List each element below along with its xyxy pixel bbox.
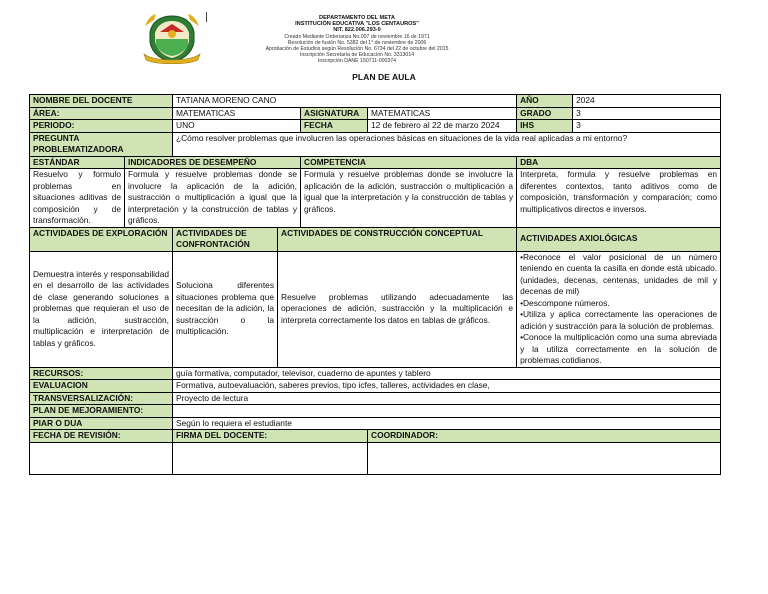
piar-row [30,417,721,430]
asignatura-value: MATEMATICAS [368,107,517,120]
transversal-row [30,392,721,405]
divider-mark [206,12,207,22]
pregunta-row [30,132,721,156]
firmas-row [30,442,721,474]
transversal-value: Proyecto de lectura [173,392,721,405]
grado-value: 3 [573,107,721,120]
construccion-label: ACTIVIDADES DE CONSTRUCCIÓN CONCEPTUAL [278,227,517,251]
periodo-label: PERIODO: [30,120,173,133]
estandar-text: Resuelvo y formulo problemas en situaciones aditivas de composición y de transformación. [30,169,125,228]
institution-line: NIT. 822.006.293-0 [333,27,381,34]
recursos-row [30,367,721,380]
confrontacion-label: ACTIVIDADES DE CONFRONTACIÓN [173,227,278,251]
asignatura-label: ASIGNATURA [301,107,368,120]
competencias-row [30,169,721,228]
docente-row [30,95,721,108]
area-value: MATEMATICAS [173,107,301,120]
evaluacion-row [30,380,721,393]
firma-field[interactable] [173,442,368,474]
fecha-label: FECHA [301,120,368,133]
school-crest-icon [142,12,202,64]
estandar-label: ESTÁNDAR [30,156,125,169]
area-label: ÁREA: [30,107,173,120]
ano-label: AÑO [517,95,573,108]
ihs-value: 3 [573,120,721,133]
mejoramiento-label: PLAN DE MEJORAMIENTO: [30,405,173,418]
evaluacion-value: Formativa, autoevaluación, saberes previos, tipo icfes, talleres, actividades en clase, [173,380,721,393]
mejoramiento-row [30,405,721,418]
page-title: PLAN DE AULA [352,72,416,82]
periodo-value: UNO [173,120,301,133]
institution-line: Creado Mediante Ordenanza No.007 de noviembre 16 de 1971 [284,33,430,40]
recursos-value: guía formativa, computador, televisor, cuaderno de apuntes y tablero [173,367,721,380]
confrontacion-text: Soluciona diferentes situaciones problema que necesitan de la adición, la sustracción o la multiplicación. [173,251,278,367]
axiologicas-cell [517,251,721,367]
evaluacion-label: EVALUACION [30,380,173,393]
institution-line: Inscripción Secretaría de Educación No. 3313014 [299,52,415,59]
plan-table [29,94,721,475]
institution-line: INSTITUCIÓN EDUCATIVA "LOS CENTAUROS" [295,21,419,28]
ano-value: 2024 [573,95,721,108]
grado-label: GRADO [517,107,573,120]
document-header [0,0,768,96]
firma-label: FIRMA DEL DOCENTE: [173,430,368,443]
axiologica-item: •Descompone números. [520,297,610,308]
actividades-header-row [30,227,721,251]
mejoramiento-value [173,405,721,418]
area-row [30,107,721,120]
exploracion-text: Demuestra interés y responsabilidad en el desarrollo de las actividades de clase generando soluciones a problemas que requieran el uso de la adición, sustracción, multiplicación e interpretación de tablas y gráficos. [30,251,173,367]
competencia-label: COMPETENCIA [301,156,517,169]
revision-label: FECHA DE REVISIÓN: [30,430,173,443]
institution-line: Aprobación de Estudios según Resolución No. 6734 del 22 de octubre del 2015 [265,46,449,53]
ihs-label: IHS [517,120,573,133]
coordinador-field[interactable] [368,442,721,474]
coordinador-label: COORDINADOR: [368,430,721,443]
axiologica-item: •Reconoce el valor posicional de un número teniendo en cuenta la casilla en donde está ubicado. (unidades, decenas, centenas, unidades de mil y decenas de mil) [520,251,718,296]
axiologicas-label: ACTIVIDADES AXIOLÓGICAS [517,227,721,251]
dba-text: Interpreta, formula y resuelve problemas en diferentes contextos, tanto aditivos como de composición, transformación y comparación; como multiplicativos directos e inversos. [517,169,721,228]
periodo-row [30,120,721,133]
docente-value: TATIANA MORENO CANO [173,95,517,108]
pregunta-label: PREGUNTA PROBLEMATIZADORA [30,132,173,156]
institution-line: DEPARTAMENTO DEL META [319,15,395,21]
exploracion-label: ACTIVIDADES DE EXPLORACIÓN [30,227,173,251]
dba-label: DBA [517,156,721,169]
competencias-header-row [30,156,721,169]
transversal-label: TRANSVERSALIZACIÓN: [30,392,173,405]
actividades-row [30,251,721,367]
institution-block [212,15,502,65]
docente-label: NOMBRE DEL DOCENTE [30,95,173,108]
recursos-label: RECURSOS: [30,367,173,380]
indicadores-label: INDICADORES DE DESEMPEÑO [125,156,301,169]
axiologica-item: •Utiliza y aplica correctamente las operaciones de adición y sustracción para la solución de problemas. [520,309,718,331]
construccion-text: Resuelve problemas utilizando adecuadamente las operaciones de adición, sustracción y la multiplicación e interpreta correctamente los datos en tablas de gráficos. [278,251,517,367]
firmas-header-row [30,430,721,443]
competencia-text: Formula y resuelve problemas donde se involucre la aplicación de la adición, sustracción o multiplicación a igual que la interpretación y la construcción de tablas y gráficos. [301,169,517,228]
pregunta-value: ¿Cómo resolver problemas que involucren las operaciones básicas en situaciones de la vida real aplicadas a mi entorno? [173,132,721,156]
revision-field[interactable] [30,442,173,474]
indicadores-text: Formula y resuelve problemas donde se involucre la aplicación de la adición, sustracción o multiplicación a igual que la interpretación y la construcción de tablas y gráficos. [125,169,301,228]
institution-line: Resolución de fusión No. 5382 del 1° de noviembre de 2006 [287,39,427,46]
piar-label: PIAR O DUA [30,417,173,430]
axiologica-item: •Conoce la multiplicación como una suma abreviada y la utiliza correctamente en la solución de problemas cotidianos. [520,332,718,365]
piar-value: Según lo requiera el estudiante [173,417,721,430]
institution-line: Inscripción DANE 150711-000374 [317,58,397,65]
fecha-value: 12 de febrero al 22 de marzo 2024 [368,120,517,133]
